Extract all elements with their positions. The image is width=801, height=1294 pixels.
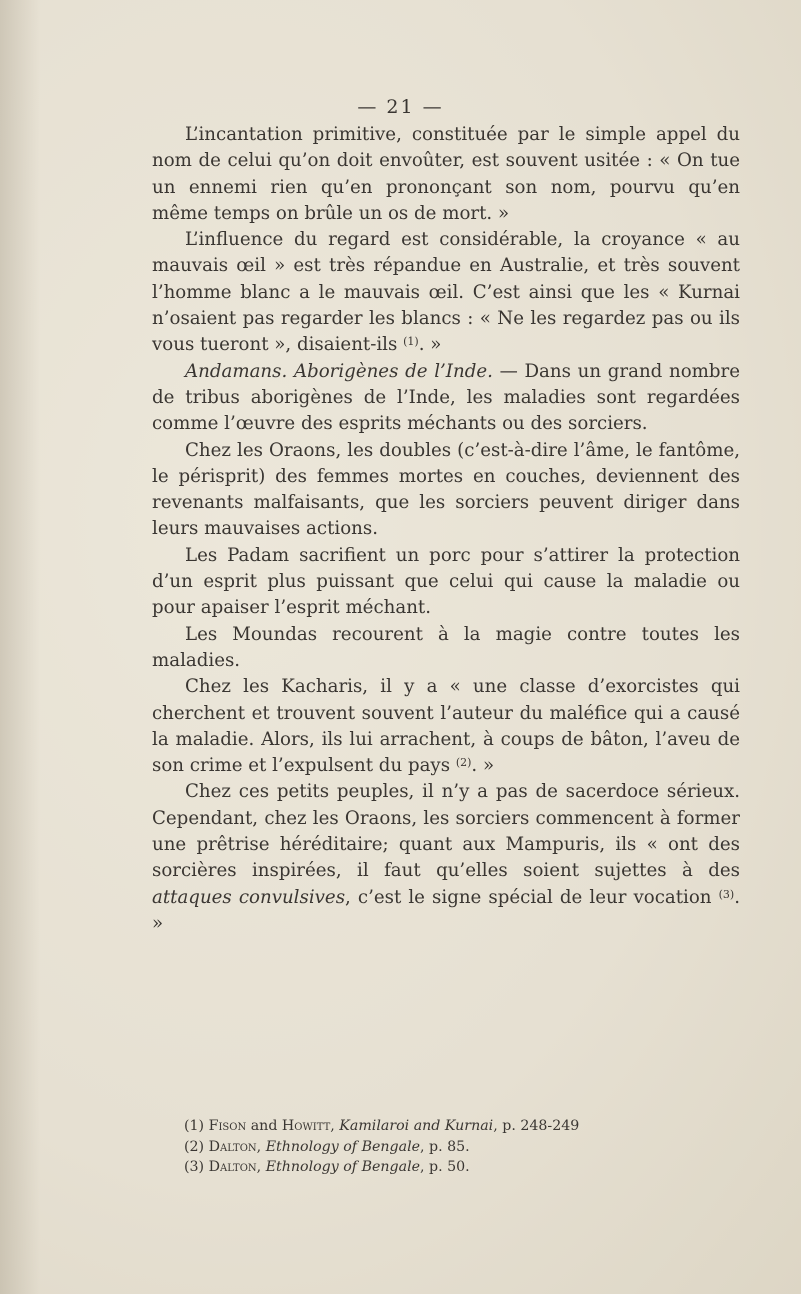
paragraph-p5 (152, 543, 740, 622)
paragraph-text: , c’est le signe spécial de leur vocation (345, 886, 719, 908)
paragraph-text: L’influence du regard est considérable, la croyance « au mauvais œil » est très répandue en Australie, et très souvent l’homme blanc a le mauvais œil. C’est ainsi que les « Kurnai n’osaient pas regarder les blancs : « Ne les regardez pas ou ils vous tueront », disaient-ils (152, 229, 740, 356)
footnote-fn2: (2) Dalton, Ethnology of Bengale, p. 85. (184, 1138, 470, 1155)
footnote-reference: (1) (403, 335, 419, 349)
paragraph-text: . » (418, 334, 442, 356)
footnote-author: Dalton (208, 1138, 257, 1155)
paragraph-p3 (152, 359, 740, 438)
footnote-mark: (2) (184, 1138, 205, 1155)
footnote-fn3: (3) Dalton, Ethnology of Bengale, p. 50. (184, 1159, 470, 1176)
footnote-work-title: Ethnology of Bengale (265, 1159, 420, 1176)
italic-text: attaques convulsives (152, 886, 346, 908)
paragraph-p8 (152, 779, 740, 937)
body-text (152, 122, 740, 937)
footnote-work-title: Ethnology of Bengale (265, 1138, 420, 1155)
paragraph-text: . » (471, 755, 495, 777)
footnote-pages: , p. 85. (420, 1138, 470, 1155)
footnote-mark: (1) (184, 1118, 205, 1134)
page-edge-shadow (0, 0, 40, 1294)
footnote-reference: (3) (718, 887, 735, 901)
paragraph-p6 (152, 622, 740, 675)
footnote-author: Fison (208, 1118, 247, 1134)
footnote-reference: (2) (455, 756, 472, 770)
paragraph-text: Les Padam sacrifient un porc pour s’attirer la protection d’un esprit plus puissant que celui qui cause la maladie ou pour apaiser l’esprit méchant. (152, 544, 740, 619)
paragraph-p2 (152, 227, 740, 358)
footnote-work-title: Kamilaroi and Kurnai (339, 1118, 494, 1134)
footnote-author: Howitt (281, 1118, 331, 1134)
page-number: — 21 — (357, 96, 444, 118)
paragraph-text: L’incantation primitive, constituée par le simple appel du nom de celui qu’on doit envoûter, est souvent usitée : « On tue un ennemi rien qu’en prononçant son nom, pourvu qu’en même temps on brûle un os de mort. » (152, 124, 740, 224)
footnote-pages: , p. 248-249 (493, 1118, 580, 1134)
paragraph-p1 (152, 122, 740, 227)
footnote-fn1: (1) Fison and Howitt, Kamilaroi and Kurnai, p. 248-249 (184, 1118, 580, 1134)
paragraph-text: Chez les Oraons, les doubles (c’est-à-dire l’âme, le fantôme, le périsprit) des femmes mortes en couches, deviennent des revenants malfaisants, que les sorciers peuvent diriger dans leurs mauvaises actions. (152, 439, 740, 540)
footnote-mark: (3) (184, 1159, 205, 1176)
paragraph-p7 (152, 674, 740, 779)
paragraph-text: Chez les Kacharis, il y a « une classe d’exorcistes qui cherchent et trouvent souvent l’auteur du maléfice qui a causé la maladie. Alors, ils lui arrachent, à coups de bâton, l’aveu de son crime et l’expulsent du pays (152, 676, 740, 777)
italic-text: Andamans. Aborigènes de l’Inde. (185, 360, 493, 382)
paragraph-text: . » (152, 886, 741, 934)
footnote-conjunction: and (246, 1118, 282, 1134)
paragraph-text: — Dans un grand nombre de tribus aborigènes de l’Inde, les maladies sont regardées comme l’œuvre des esprits méchants ou des sorciers. (152, 360, 740, 435)
paragraph-text: Les Moundas recourent à la magie contre toutes les maladies. (152, 623, 740, 671)
footnote-pages: , p. 50. (420, 1159, 470, 1176)
footnotes (152, 1116, 740, 1178)
footnote-author: Dalton (208, 1159, 257, 1176)
paragraph-p4 (152, 438, 740, 543)
paragraph-text: Chez ces petits peuples, il n’y a pas de sacerdoce sérieux. Cependant, chez les Oraons, les sorciers commencent à former une prêtrise héréditaire; quant aux Mampuris, ils « ont des sorcières inspirées, il faut qu’elles soient sujettes à des (152, 781, 740, 882)
